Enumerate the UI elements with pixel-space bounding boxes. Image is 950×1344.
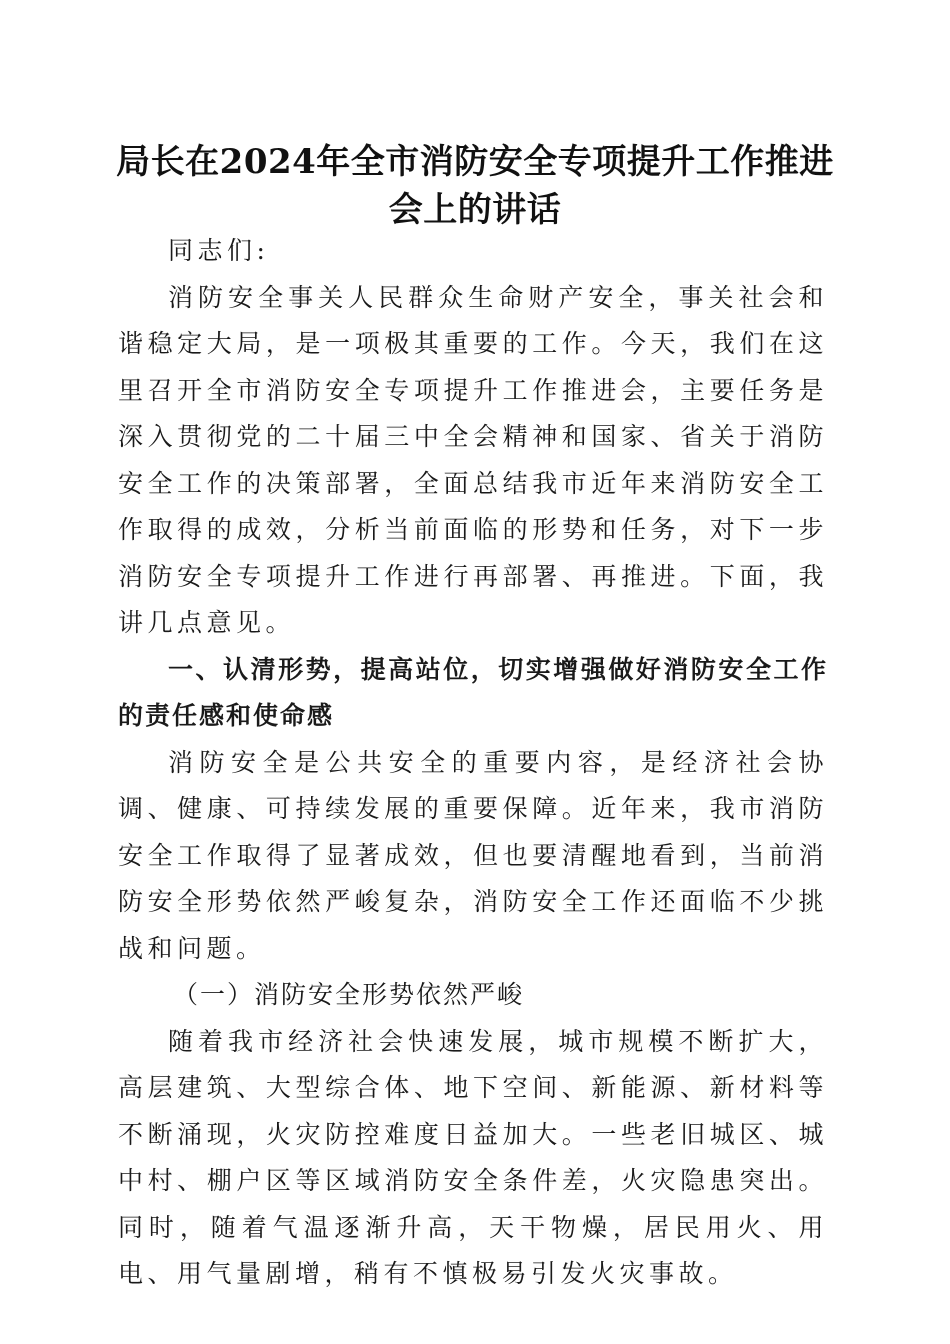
greeting: 同志们: (168, 236, 270, 265)
intro-paragraph: 消防安全事关人民群众生命财产安全，事关社会和谐稳定大局，是一项极其重要的工作。今天，我们在这里召开全市消防安全专项提升工作推进会，主要任务是深入贯彻党的二十届三中全会精神和国家、省关于消防安全工作的决策部署，全面总结我市近年来消防安全工作取得的成效，分析当前面临的形势和任务，对下一步消防安全专项提升工作进行再部署、再推进。下面，我讲几点意见。 (118, 282, 828, 637)
subsection-1-paragraph: 随着我市经济社会快速发展，城市规模不断扩大，高层建筑、大型综合体、地下空间、新能源、新材料等不断涌现，火灾防控难度日益加大。一些老旧城区、城中村、棚户区等区域消防安全条件差，火灾隐患突出。同时，随着气温逐渐升高，天干物燥，居民用火、用电、用气量剧增，稍有不慎极易引发火灾事故。 (118, 1026, 828, 1288)
document-body (118, 228, 828, 1298)
section-1-heading: 一、认清形势，提高站位，切实增强做好消防安全工作的责任感和使命感 (118, 654, 828, 730)
subsection-1-heading: （一）消防安全形势依然严峻 (173, 980, 525, 1009)
document-title: 局长在2024年全市消防安全专项提升工作推进会上的讲话 (116, 142, 834, 230)
section-1-paragraph: 消防安全是公共安全的重要内容，是经济社会协调、健康、可持续发展的重要保障。近年来，我市消防安全工作取得了显著成效，但也要清醒地看到，当前消防安全形势依然严峻复杂，消防安全工作还面临不少挑战和问题。 (118, 747, 828, 963)
